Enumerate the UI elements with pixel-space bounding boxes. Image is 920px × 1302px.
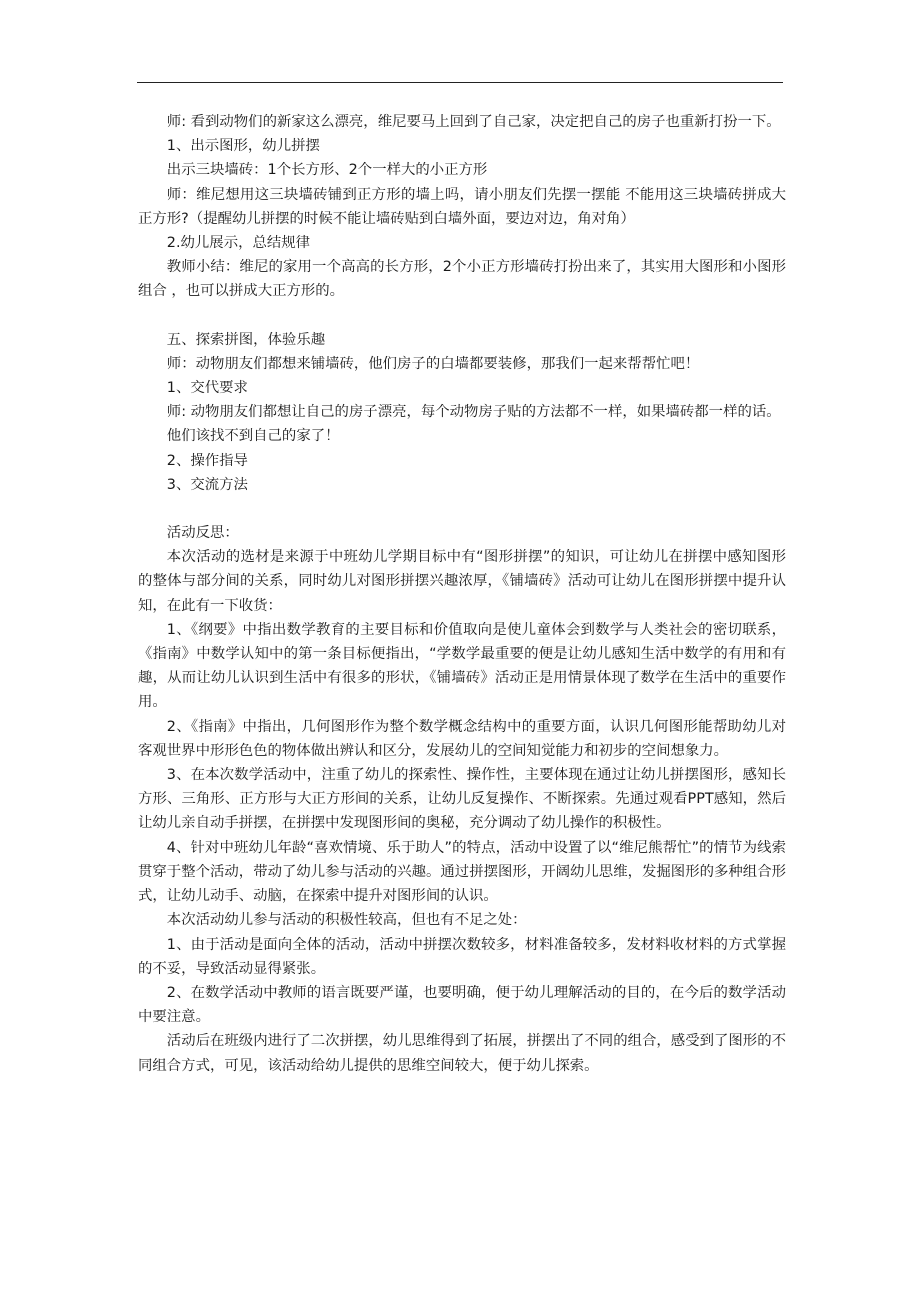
paragraph: 师: 看到动物们的新家这么漂亮，维尼要马上回到了自己家，决定把自己的房子也重新打扮一下。	[166, 114, 781, 130]
paragraph: 师: 动物朋友们都想让自己的房子漂亮，每个动物房子贴的方法都不一样，如果墙砖都一样的话。	[166, 404, 781, 421]
paragraph: 师：动物朋友们都想来铺墙砖，他们房子的白墙都要装修，那我们一起来帮帮忙吧！	[166, 355, 700, 372]
paragraph: 五、探索拼图，体验乐趣	[166, 331, 326, 348]
paragraph: 2.幼儿展示，总结规律	[166, 235, 311, 252]
paragraph: 教师小结：维尼的家用一个高高的长方形，2个小正方形墙砖打扮出来了，其实用大图形和小图形组合 ，也可以拼成大正方形的。	[138, 259, 786, 300]
paragraph: 他们该找不到自己的家了！	[166, 428, 340, 445]
paragraph: 活动后在班级内进行了二次拼摆，幼儿思维得到了拓展，拼摆出了不同的组合，感受到了图形的不同组合方式，可见，该活动给幼儿提供的思维空间较大，便于幼儿探索。	[138, 1033, 786, 1074]
paragraph: 1、交代要求	[166, 380, 248, 397]
paragraph: 1、出示图形，幼儿拼摆	[166, 138, 320, 155]
paragraph: 本次活动的选材是来源于中班幼儿学期目标中有“图形拼摆”的知识，可让幼儿在拼摆中感知图形的整体与部分间的关系，同时幼儿对图形拼摆兴趣浓厚，《铺墙砖》活动可让幼儿在图形拼摆中提升认知，在此有一下收货：	[138, 549, 786, 614]
paragraph: 1、《纲要》中指出数学教育的主要目标和价值取向是使儿童体会到数学与人类社会的密切联系，《指南》中数学认知中的第一条目标便指出，“学数学最重要的便是让幼儿感知生活中数学的有用和有趣，从而让幼儿认识到生活中有很多的形状，《铺墙砖》活动正是用情景体现了数学在生活中的重要作用。	[138, 621, 786, 711]
paragraph: 3、在本次数学活动中，注重了幼儿的探索性、操作性，主要体现在通过让幼儿拼摆图形，感知长方形、三角形、正方形与大正方形间的关系，让幼儿反复操作、不断探索。先通过观看PPT感知，然后让幼儿亲自动手拼摆，在拼摆中发现图形间的奥秘，充分调动了幼儿操作的积极性。	[138, 767, 786, 832]
paragraph: 活动反思：	[166, 525, 239, 542]
paragraph: 出示三块墙砖：1个长方形、2个一样大的小正方形	[166, 162, 488, 179]
paragraph: 2、在数学活动中教师的语言既要严谨，也要明确，便于幼儿理解活动的目的，在今后的数学活动中要注意。	[138, 984, 786, 1026]
paragraph: 师：维尼想用这三块墙砖铺到正方形的墙上吗，请小朋友们先摆一摆能 不能用这三块墙砖拼成大正方形?（提醒幼儿拼摆的时候不能让墙砖贴到白墙外面，要边对边，角对角）	[138, 186, 786, 227]
paragraph: 4、针对中班幼儿年龄“喜欢情境、乐于助人”的特点，活动中设置了以“维尼熊帮忙”的情节为线索贯穿于整个活动，带动了幼儿参与活动的兴趣。通过拼摆图形，开阔幼儿思维，发掘图形的多种组合形式，让幼儿动手、动脑，在探索中提升对图形间的认识。	[138, 839, 786, 905]
paragraph: 本次活动幼儿参与活动的积极性较高，但也有不足之处：	[166, 912, 527, 929]
paragraph: 3、交流方法	[166, 476, 248, 493]
paragraph: 1、由于活动是面向全体的活动，活动中拼摆次数较多，材料准备较多，发材料收材料的方式掌握的不妥，导致活动显得紧张。	[138, 936, 786, 977]
header-rule	[137, 82, 783, 83]
paragraph: 2、操作指导	[166, 452, 248, 469]
document-body	[138, 110, 786, 1078]
paragraph: 2、《指南》中指出，几何图形作为整个数学概念结构中的重要方面，认识几何图形能帮助幼儿对客观世界中形形色色的物体做出辨认和区分，发展幼儿的空间知觉能力和初步的空间想象力。	[138, 718, 786, 759]
